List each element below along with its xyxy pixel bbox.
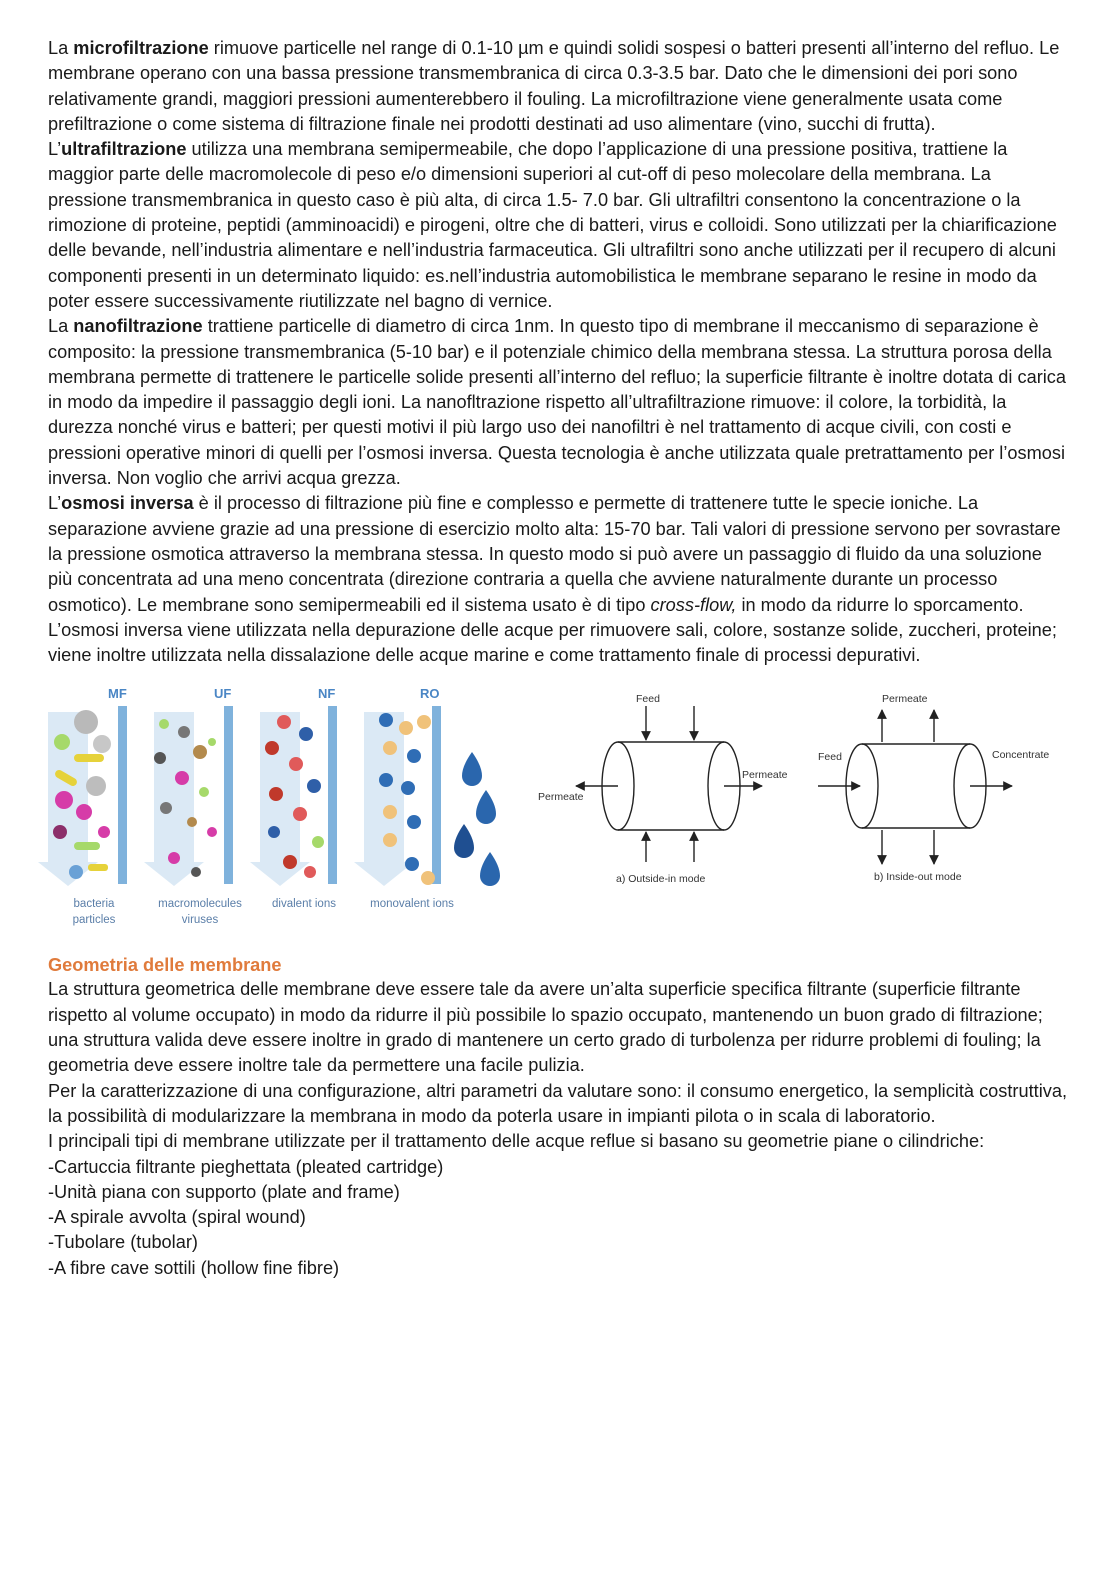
membrane-type-list [48,1155,1068,1281]
text: La [48,316,74,337]
water-drop-icon [476,790,496,824]
term-ultrafiltrazione: ultrafiltrazione [61,139,187,160]
section-paragraph-1: La struttura geometrica delle membrane deve essere tale da avere un’alta superficie specifica filtrante (superficie filtrante rispetto al volume occupato) in modo da ridurre il più possibile lo spazio occupato, mantenendo un buon grado di filtrazione; una struttura valida deve essere inoltre in grado di mantenere un certo grado di turbolenza per ridurre problemi di fouling; la geometria deve essere inoltre tale da permettere una facile pulizia. [48,979,1043,1076]
header-mf: MF [108,686,127,702]
flow-arrow-4 [354,712,414,886]
inside-out-module [818,710,1012,864]
membrane-bar-mf [118,706,127,884]
header-nf: NF [318,686,336,702]
figures-row [34,682,1068,937]
term-cross-flow: cross-flow, [650,594,737,615]
text: L’ [48,493,62,514]
text: in modo da ridurre lo sporcamento. L’osmosi inversa viene utilizzata nella depurazione delle acque per rimuovere sali, colore, sostanze solide, zuccheri, proteine; viene inoltre utilizzata nella dissalazione delle acque marine e come trattamento finale di processi depurativi. [48,594,1057,666]
caption-monovalent-ions: monovalent ions [370,898,454,911]
label-feed-a: Feed [636,693,660,706]
water-drop-icon [462,752,482,786]
list-item: -A fibre cave sottili (hollow fine fibre) [48,1257,340,1278]
label-feed-b: Feed [818,751,842,764]
term-osmosi-inversa: osmosi inversa [61,493,194,514]
header-uf: UF [214,686,232,702]
paragraph-nanofiltrazione [48,314,1068,491]
text: L’ [48,139,62,160]
section-paragraph-3: I principali tipi di membrane utilizzate per il trattamento delle acque reflue si basano su geometrie piane o cilindriche: [48,1131,985,1152]
outside-in-module [576,706,762,862]
caption-particles: particles [72,914,116,927]
text: trattiene particelle di diametro di circa 1nm. In questo tipo di membrane il meccanismo di separazione è composito: la pressione transmembranica (5-10 bar) e il potenziale chimico della membrana stessa. La struttura porosa della membrana permette di trattenere le particelle solide presenti all’interno del refluo; la superficie filtrante è inoltre dotata di carica in modo da impedire il passaggio degli ioni. La nanofltrazione rispetto all’ultrafiltrazione rimuove: il colore, la torbidità, la durezza nonché virus e batteri; per questi motivi il più largo uso dei nanofiltri è nel trattamento di acque civili, con costi e pressioni operative minori di quelli per l’osmosi inversa. Questa tecnologia è anche utilizzata quale pretrattamento per l’osmosi inversa. Non voglio che arrivi acqua grezza. [48,316,1067,489]
water-drop-icon [454,824,474,858]
caption-bacteria: bacteria [73,898,115,911]
section-paragraph-2: Per la caratterizzazione di una configurazione, altri parametri da valutare sono: il consumo energetico, la semplicità costruttiva, la possibilità di modularizzare la membrana in modo da poterla usare in impianti pilota o in scala di laboratorio. [48,1080,1068,1126]
paragraph-ultrafiltrazione [48,137,1068,314]
label-permeate-b: Permeate [882,693,928,706]
list-item: -Cartuccia filtrante pieghettata (pleated cartridge) [48,1156,444,1177]
filtration-spectrum-figure [34,682,504,937]
caption-viruses: viruses [181,914,219,927]
term-microfiltrazione: microfiltrazione [73,38,209,58]
label-permeate-a-right: Permeate [742,769,788,782]
list-item: -A spirale avvolta (spiral wound) [48,1207,306,1228]
water-drops [454,752,500,886]
text: è il processo di filtrazione più fine e complesso e permette di trattenere tutte le specie ioniche. La separazione avviene grazie ad una pressione di esercizio molto alta: 15-70 bar. Tali valori di pressione servono per sovrastare la pressione osmotica attraverso la membrana stessa. In questo modo si può avere un passaggio di fluido da una soluzione più concentrata ad una meno concentrata (direzione contraria a quella che avviene naturalmente durante un processo osmotico). Le membrane sono semipermeabili ed il sistema usato è di tipo [48,493,1061,615]
membrane-columns [38,706,441,886]
header-ro: RO [420,686,440,702]
membrane-bar-uf [224,706,233,884]
flow-mode-diagram [536,682,1054,892]
paragraph-microfiltrazione [48,36,1068,137]
caption-inside-out: b) Inside-out mode [874,871,962,884]
label-concentrate-b: Concentrate [992,749,1050,762]
text: rimuove particelle nel range di 0.1-10 µm e quindi solidi sospesi o batteri presenti all’interno del refluo. Le membrane operano con una bassa pressione transmembranica di circa 0.3-3.5 bar. Dato che le dimensioni dei pori sono relativamente grandi, maggiori pressioni aumenterebbero il fouling. La microfiltrazione viene generalmente usata come prefiltrazione o come sistema di filtrazione finale nei prodotti destinati ad uso alimentare (vino, succhi di frutta). [48,38,1060,134]
caption-outside-in: a) Outside-in mode [616,873,706,886]
text: utilizza una membrana semipermeabile, che dopo l’applicazione di una pressione positiva, trattiene la maggior parte delle macromolecole di peso e/o dimensioni superiori al cut-off di peso molecolare della membrana. La pressione transmembranica in questo caso è più alta, di circa 1.5- 7.0 bar. Gli ultrafiltri consentono la concentrazione o la rimozione di proteine, peptidi (amminoacidi) e pirogeni, oltre che di batteri, virus e colloidi. Sono utilizzati per la chiarificazione delle bevande, nell’industria alimentare e nell’industria farmaceutica. Gli ultrafiltri sono anche utilizzati per il recupero di alcuni componenti presenti in un determinato liquido: es.nell’industria automobilistica le membrane separano le resine in modo da poter essere successivamente riutilizzate nel bagno di vernice. [48,139,1057,311]
label-permeate-a-left: Permeate [538,791,584,804]
term-nanofiltrazione: nanofiltrazione [73,316,203,337]
section-title: Geometria delle membrane [48,955,282,976]
membrane-bar-nf [328,706,337,884]
water-drop-icon [480,852,500,886]
list-item: -Tubolare (tubolar) [48,1232,198,1253]
caption-macromolecules: macromolecules [158,898,242,911]
paragraph-osmosi-inversa [48,491,1068,668]
text: La [48,38,74,58]
caption-divalent-ions: divalent ions [272,898,336,911]
list-item: -Unità piana con supporto (plate and frame) [48,1181,400,1202]
membrane-bar-ro [432,706,441,884]
document-page [48,36,1068,1281]
